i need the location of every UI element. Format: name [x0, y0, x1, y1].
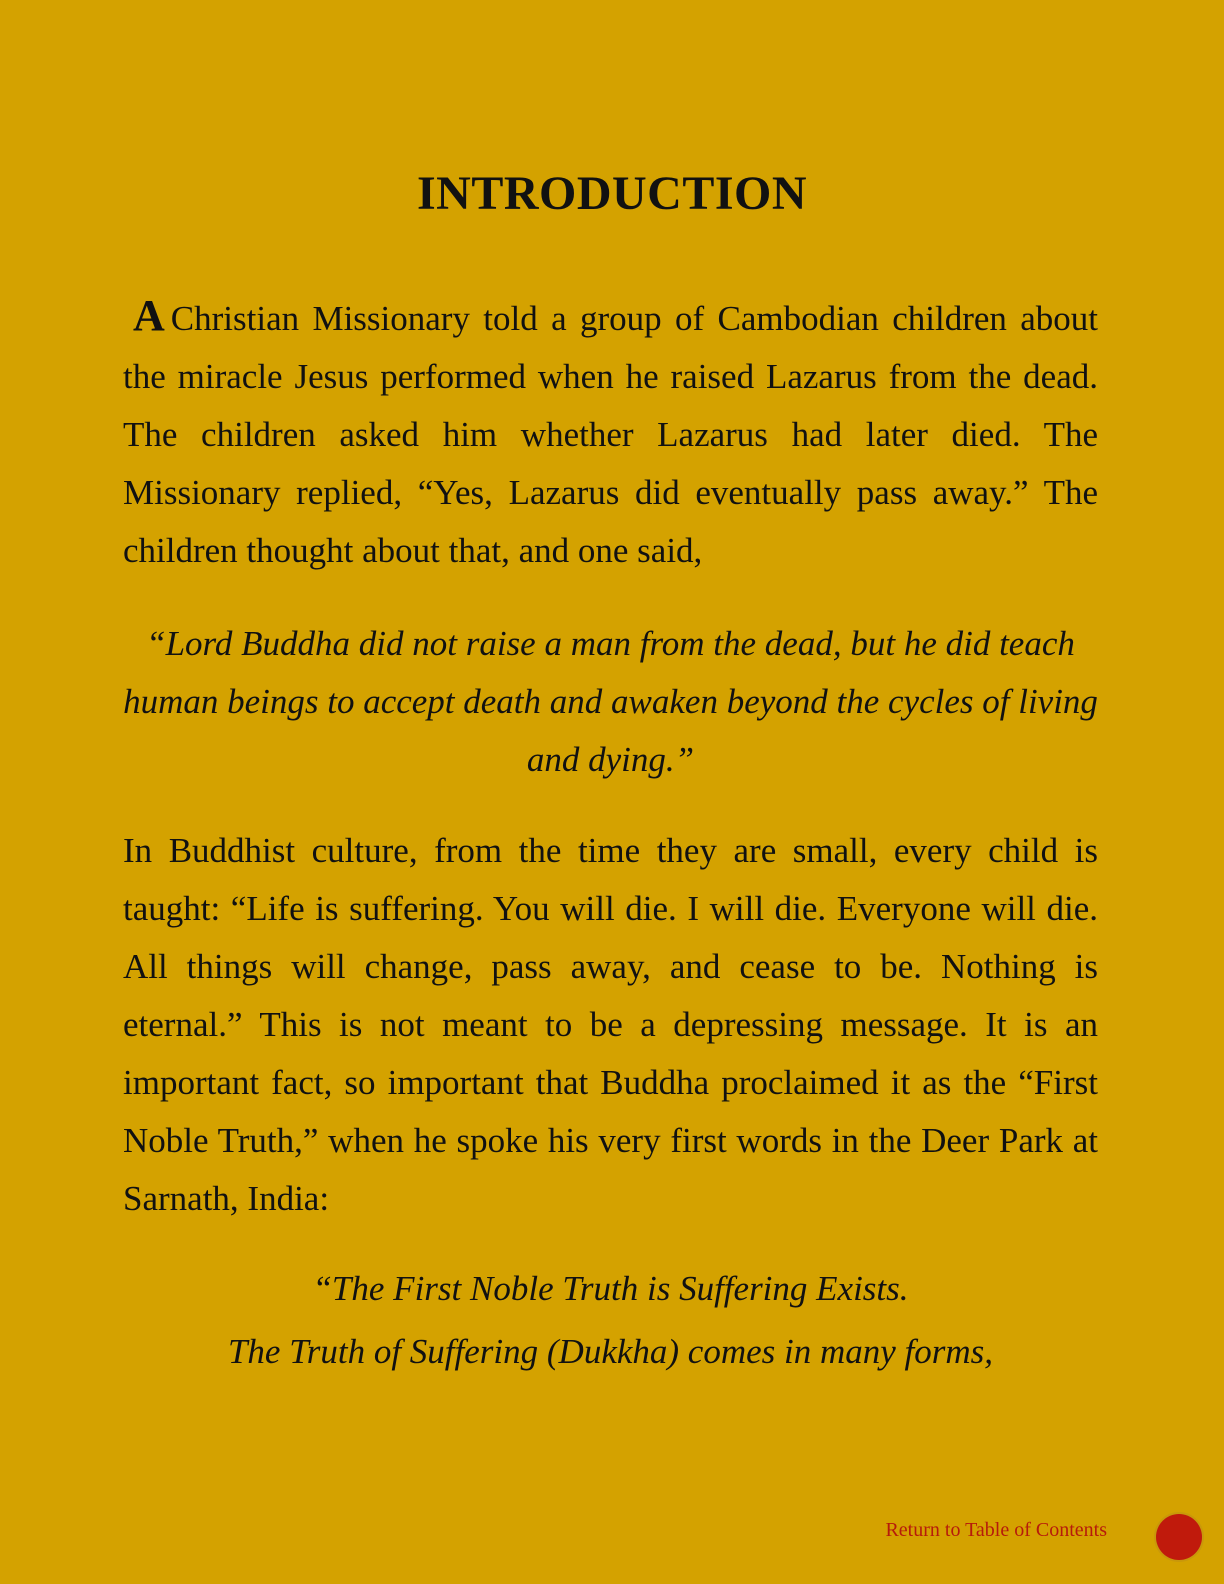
buddha-quote: “Lord Buddha did not raise a man from the dead, but he did teach human beings to accept death and awaken beyond the cycles of living and dying.” [123, 624, 1098, 779]
intro-paragraph-text: Christian Missionary told a group of Cambodian children about the miracle Jesus performed when he raised Lazarus from the dead. The children asked him whether Lazarus had later died. The Missionary replied, “Yes, Lazarus did eventually pass away.” The children thought about that, and one said, [123, 299, 1098, 570]
return-to-toc-button[interactable] [1156, 1514, 1202, 1560]
page-title: INTRODUCTION [416, 167, 808, 220]
noble-truth-quote-line-2: The Truth of Suffering (Dukkha) comes in many forms, [227, 1332, 994, 1371]
intro-paragraph [123, 287, 1098, 580]
return-to-toc-link[interactable]: Return to Table of Contents [885, 1519, 1107, 1541]
drop-cap: A [133, 291, 165, 340]
buddhist-culture-paragraph: In Buddhist culture, from the time they are small, every child is taught: “Life is suffering. You will die. I will die. Everyone will die. All things will change, pass away, and cease to be. Nothing is eternal.” This is not meant to be a depressing message. It is an important fact, so important that Buddha proclaimed it as the “First Noble Truth,” when he spoke his very first words in the Deer Park at Sarnath, India: [123, 831, 1098, 1218]
noble-truth-quote-line-1: “The First Noble Truth is Suffering Exists. [312, 1269, 909, 1308]
noble-truth-quote [123, 1257, 1098, 1383]
